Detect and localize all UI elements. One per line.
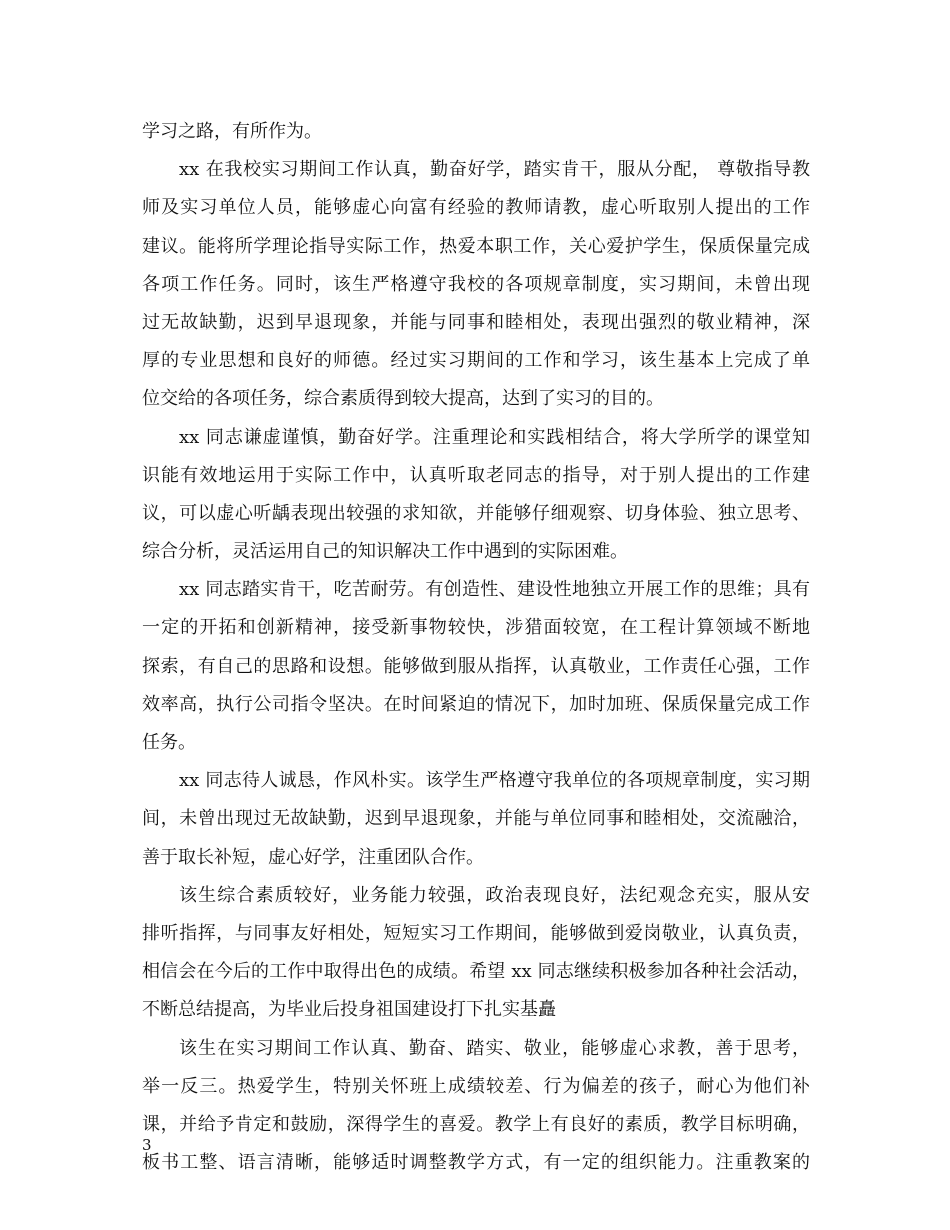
text-line: 各项工作任务。同时，该生严格遵守我校的各项规章制度，实习期间，未曾出现 [142,273,810,295]
text-line: 效率高，执行公司指令坚决。在时间紧迫的情况下，加时加班、保质保量完成工作 [142,693,810,715]
text-line: 课，并给予肯定和鼓励，深得学生的喜爱。教学上有良好的素质，教学目标明确， [142,1113,810,1135]
text-line: 任务。 [142,732,196,753]
text-line: 学习之路，有所作为。 [142,121,322,142]
text-line: xx 同志踏实肯干，吃苦耐劳。有创造性、建设性地独立开展工作的思维；具有 [179,579,810,601]
text-line: 该生综合素质较好，业务能力较强，政治表现良好，法纪观念充实，服从安 [179,884,810,906]
text-line: 识能有效地运用于实际工作中，认真听取老同志的指导，对于别人提出的工作建 [142,464,810,486]
text-line: 板书工整、语言清晰，能够适时调整教学方式，有一定的组织能力。注重教案的 [142,1152,810,1174]
text-line: 过无故缺勤，迟到早退现象，并能与同事和睦相处，表现出强烈的敬业精神，深 [142,311,810,333]
text-line: 举一反三。热爱学生，特别关怀班上成绩较差、行为偏差的孩子，耐心为他们补 [142,1075,810,1097]
text-line: 建议。能将所学理论指导实际工作，热爱本职工作，关心爱护学生，保质保量完成 [142,235,810,257]
text-line: 位交给的各项任务，综合素质得到较大提高，达到了实习的目的。 [142,388,664,410]
text-line: 排听指挥，与同事友好相处，短短实习工作期间，能够做到爱岗敬业，认真负责， [142,922,810,944]
text-line: 不断总结提高，为毕业后投身祖国建设打下扎实基矗 [142,999,556,1021]
text-line: xx 同志待人诚恳，作风朴实。该学生严格遵守我单位的各项规章制度，实习期 [179,770,810,792]
text-line: 间，未曾出现过无故缺勤，迟到早退现象，并能与单位同事和睦相处，交流融洽， [142,808,810,830]
text-line: 综合分析，灵活运用自己的知识解决工作中遇到的实际困难。 [142,541,628,563]
text-line: 师及实习单位人员，能够虚心向富有经验的教师请教，虚心听取别人提出的工作 [142,197,810,219]
text-line: 该生在实习期间工作认真、勤奋、踏实、敬业，能够虚心求教，善于思考， [179,1037,810,1059]
text-line: 相信会在今后的工作中取得出色的成绩。希望 xx 同志继续积极参加各种社会活动， [142,961,810,983]
text-line: 厚的专业思想和良好的师德。经过实习期间的工作和学习，该生基本上完成了单 [142,350,810,372]
text-line: 探索，有自己的思路和设想。能够做到服从指挥，认真敬业，工作责任心强，工作 [142,655,810,677]
page-number: 3 [142,1136,152,1154]
text-line: xx 在我校实习期间工作认真，勤奋好学，踏实肯干，服从分配， 尊敬指导教 [179,159,810,181]
text-line: 一定的开拓和创新精神，接受新事物较快，涉猎面较宽，在工程计算领域不断地 [142,617,810,639]
text-line: xx 同志谦虚谨慎，勤奋好学。注重理论和实践相结合，将大学所学的课堂知 [179,426,810,448]
document-body [142,113,810,1182]
text-line: 议，可以虚心听龋表现出较强的求知欲，并能够仔细观察、切身体验、独立思考、 [142,502,810,524]
text-line: 善于取长补短，虚心好学，注重团队合作。 [142,846,484,868]
